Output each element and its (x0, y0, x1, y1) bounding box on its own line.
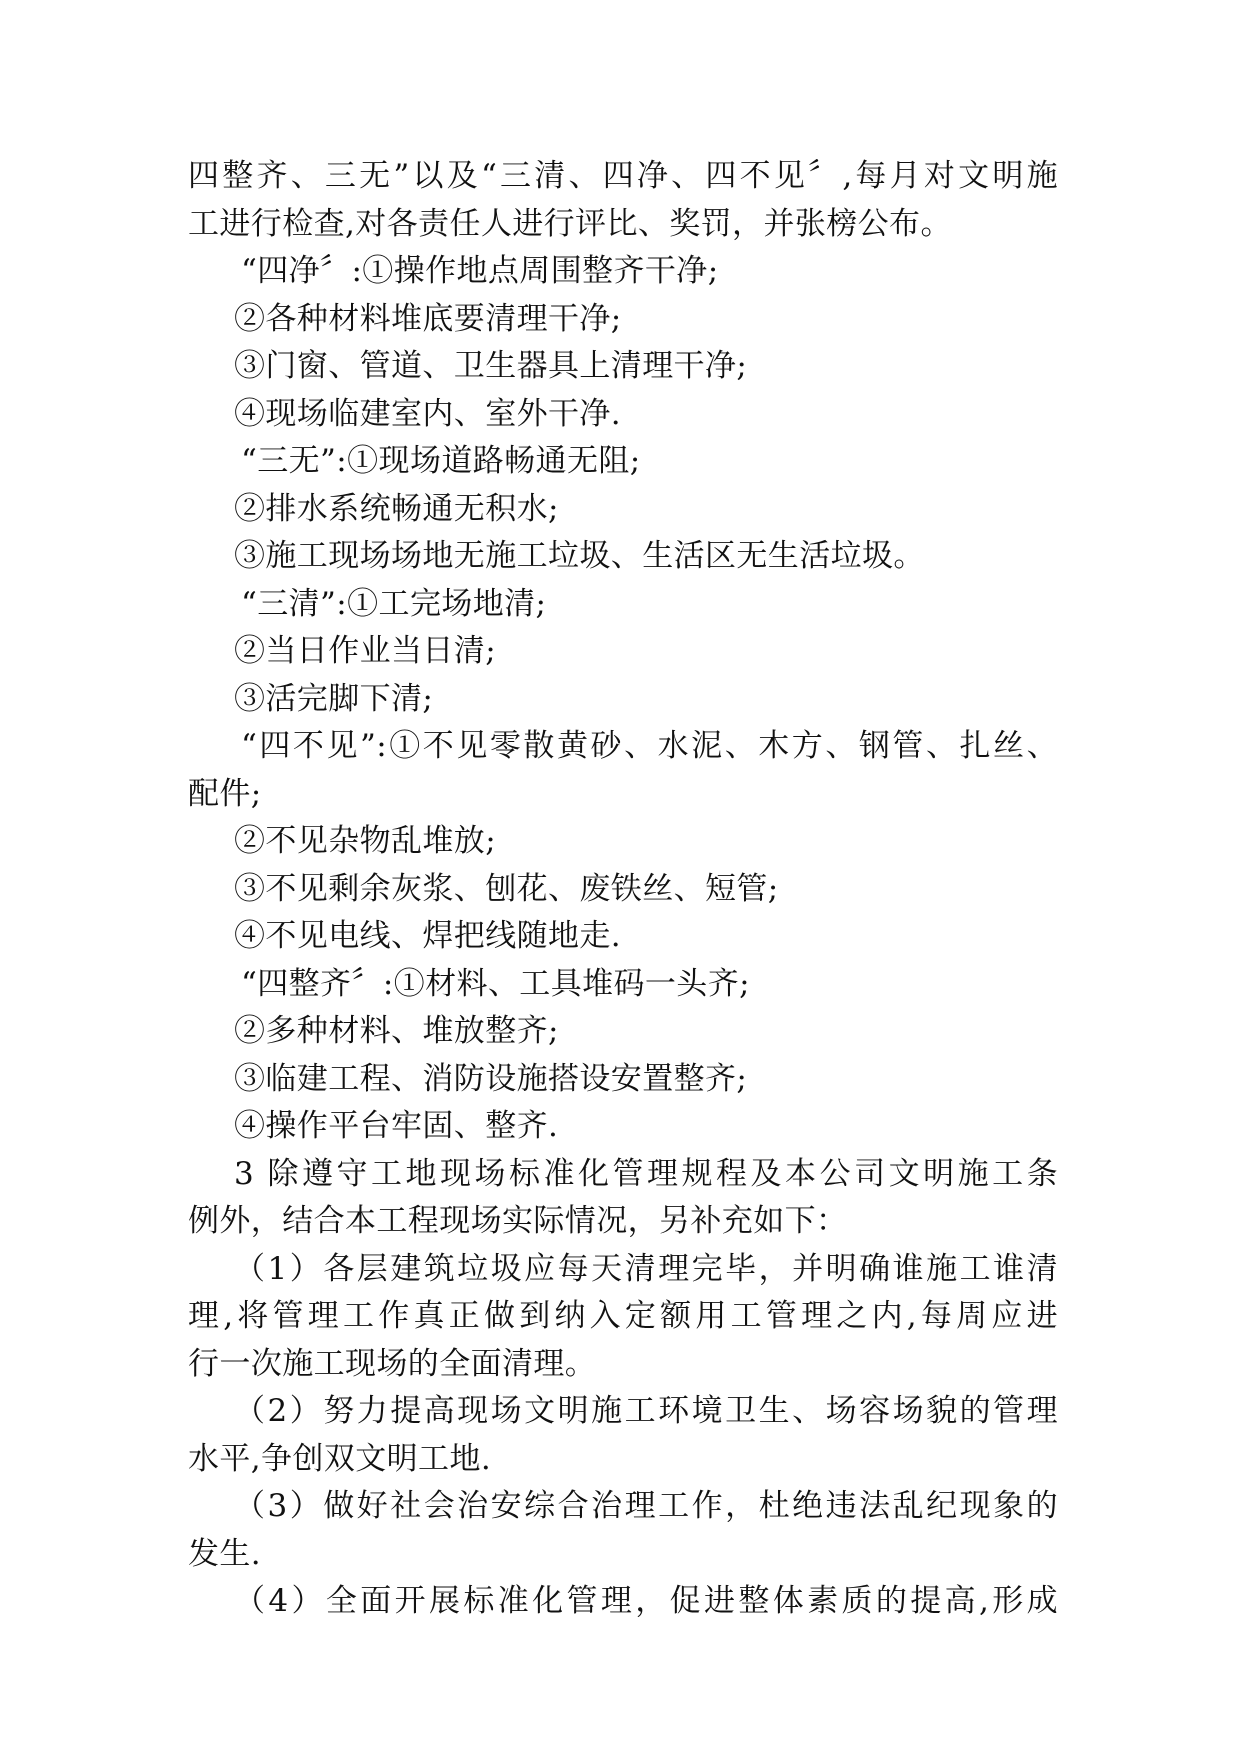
text-line: 例外，结合本工程现场实际情况，另补充如下： (188, 1203, 848, 1239)
text-line: ③施工现场场地无施工垃圾、生活区无生活垃圾。 (234, 538, 925, 574)
text-line: ②当日作业当日清; (234, 633, 497, 669)
text-line: “四不见”:①不见零散黄砂、水泥、木方、钢管、扎丝、 (241, 728, 1058, 764)
text-line: ③活完脚下清; (234, 680, 434, 717)
text-line: ②排水系统畅通无积水; (234, 490, 559, 527)
text-line: ④不见电线、焊把线随地走. (234, 918, 622, 954)
text-line: 理,将管理工作真正做到纳入定额用工管理之内,每周应进 (188, 1298, 1058, 1334)
text-line: 发生. (188, 1535, 262, 1572)
text-line: （1）各层建筑垃圾应每天清理完毕，并明确谁施工谁清 (234, 1250, 1058, 1287)
text-line: “四净〞:①操作地点周围整齐干净; (241, 253, 719, 289)
text-line: ②不见杂物乱堆放; (234, 823, 497, 859)
text-line: （3）做好社会治安综合治理工作，杜绝违法乱纪现象的 (234, 1488, 1058, 1524)
text-line: 3 除遵守工地现场标准化管理规程及本公司文明施工条 (234, 1155, 1058, 1192)
document-body (188, 153, 1058, 1626)
text-line: （2）努力提高现场文明施工环境卫生、场容场貌的管理 (234, 1393, 1058, 1429)
text-line: 行一次施工现场的全面清理。 (188, 1345, 597, 1382)
text-line: ②各种材料堆底要清理干净; (234, 300, 622, 337)
text-line: ③门窗、管道、卫生器具上清理干净; (234, 348, 748, 384)
text-line: “四整齐〞:①材料、工具堆码一头齐; (241, 965, 750, 1002)
text-line: ④操作平台牢固、整齐. (234, 1108, 559, 1144)
text-line: 四整齐、三无”以及“三清、四净、四不见〞,每月对文明施 (188, 158, 1058, 194)
text-line: “三无”:①现场道路畅通无阻; (241, 443, 641, 479)
text-line: ④现场临建室内、室外干净. (234, 395, 622, 432)
text-line: 配件; (188, 775, 262, 812)
text-line: 工进行检查,对各责任人进行评比、奖罚，并张榜公布。 (188, 205, 952, 242)
text-line: ②多种材料、堆放整齐; (234, 1013, 559, 1049)
text-line: （4）全面开展标准化管理，促进整体素质的提高,形成 (234, 1583, 1058, 1619)
text-line: 水平,争创双文明工地. (188, 1440, 492, 1477)
text-line: ③临建工程、消防设施搭设安置整齐; (234, 1060, 748, 1097)
text-line: ③不见剩余灰浆、刨花、废铁丝、短管; (234, 870, 779, 907)
text-line: “三清”:①工完场地清; (241, 585, 547, 622)
